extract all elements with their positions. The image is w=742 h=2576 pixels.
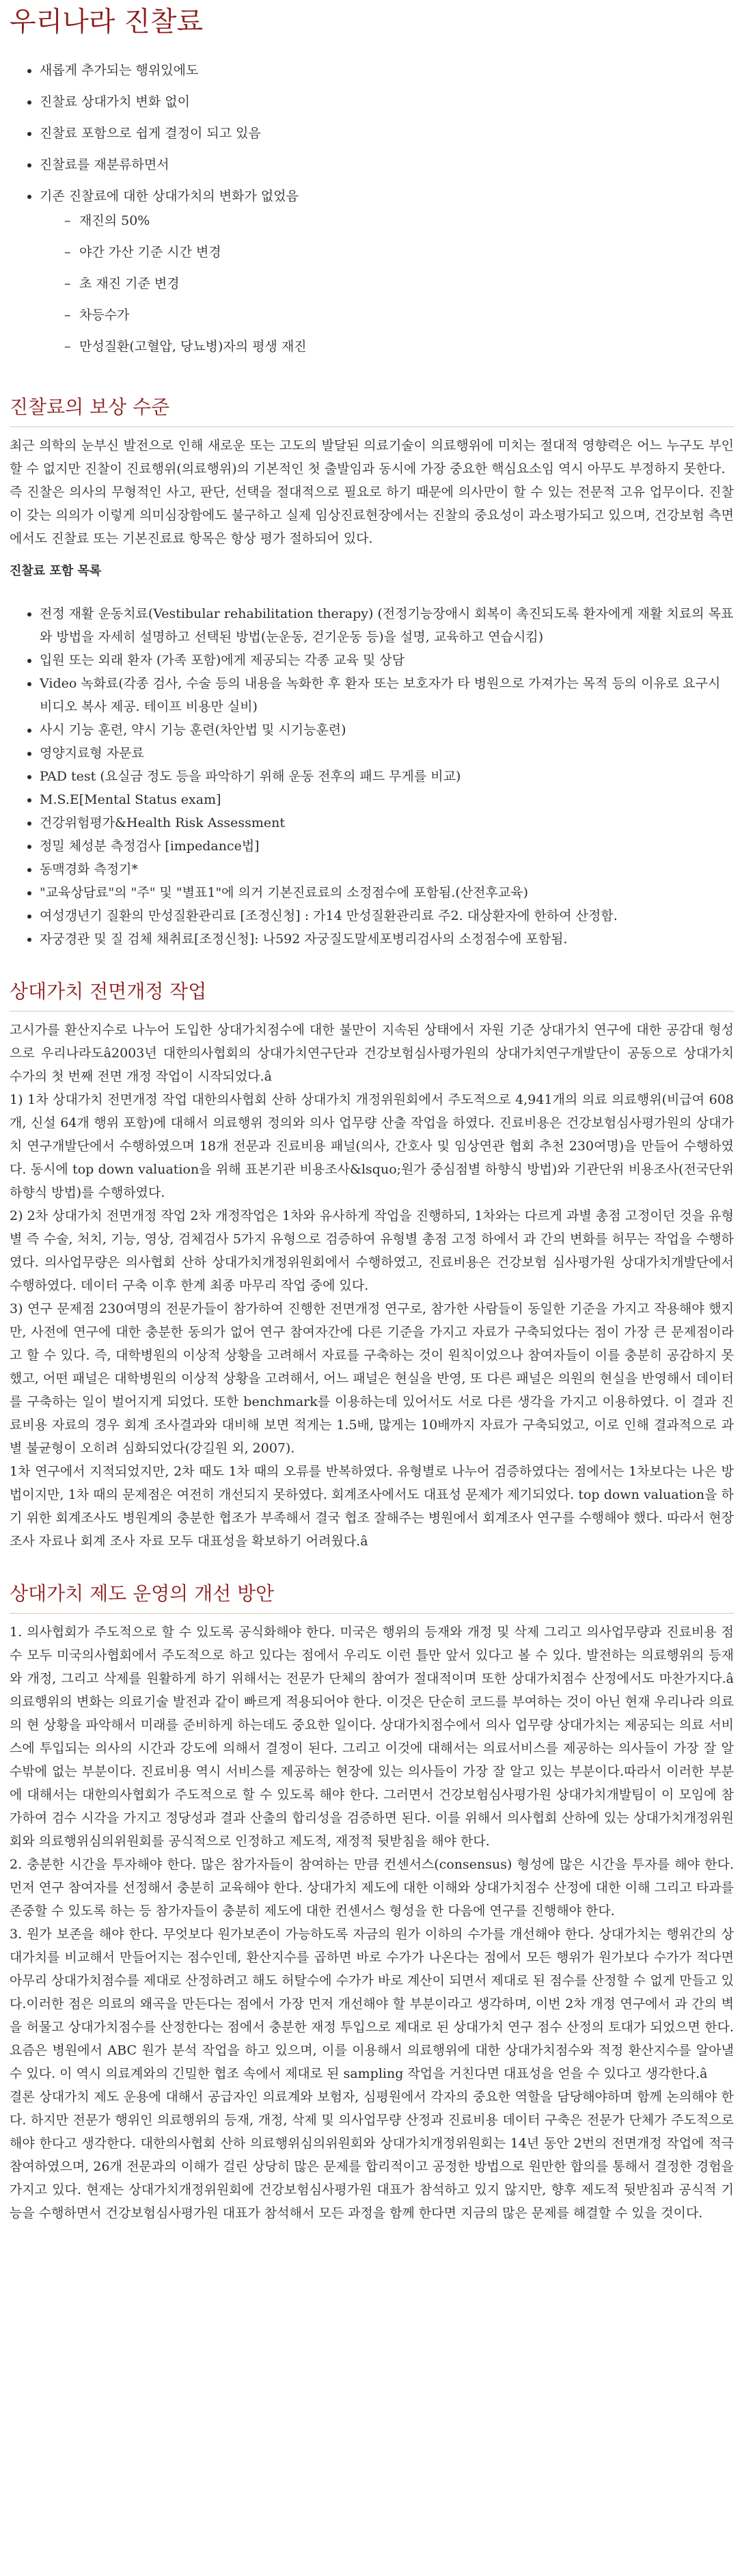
list-item: • 여성갱년기 질환의 만성질환관리료 [조정신청] : 가14 만성질환관리료 주2. 대상환자에 한하여 산정함. bbox=[40, 904, 734, 927]
list-item: • "교육상담료"의 "주" 및 "별표1"에 의거 기본진료료의 소정점수에 포함됨.(산전후교육) bbox=[40, 881, 734, 904]
page-title: 우리나라 진찰료 bbox=[10, 6, 204, 38]
section-heading-improvement: 상대가치 제도 운영의 개선 방안 bbox=[10, 1580, 734, 1614]
intro-bullet-list bbox=[10, 59, 734, 358]
list-item-text: 기존 진찰료에 대한 상대가치의 변화가 없었음 bbox=[40, 189, 299, 204]
paragraph: 최근 의학의 눈부신 발전으로 인해 새로운 또는 고도의 발달된 의료기술이 의료행위에 미치는 절대적 영향력은 어느 누구도 부인할 수 없지만 진찰이 진료행위(의료행위)의 기본적인 첫 출발임과 동시에 가장 중요한 핵심요소임 역시 아무도 부정하지 못한다. bbox=[10, 438, 734, 476]
list-item: • Video 녹화료(각종 검사, 수술 등의 내용을 녹화한 후 환자 또는 보호자가 타 병원으로 가져가는 목적 등의 이유로 요구시 비디오 복사 제공. 테이프 비용만 실비) bbox=[40, 672, 734, 718]
paragraph: 3. 원가 보존을 해야 한다. 무엇보다 원가보존이 가능하도록 자금의 원가 이하의 수가를 개선해야 한다. 상대가치는 행위간의 상대가치를 비교해서 만들어지는 점수인데, 환산지수를 곱하면 바로 수가가 나온다는 점에서 모든 행위가 원가보다 수가가 적다면 아무리 상대가치점수를 제대로 산정하려고 해도 허탈수에 수가가 바로 계산이 되면서 제대로 된 점수를 산정할 수 없게 만들고 있다.이러한 점은 의료의 왜곡을 만든다는 점에서 가장 먼저 개선해야 할 부분이라고 생각하며, 이번 2차 개정 연구에서 과 간의 벽을 허물고 상대가치점수를 산정한다는 점에서 충분한 재정 투입으로 제대로 된 상대가치 연구 점수 산정의 토대가 되었으면 한다. 요즘은 병원에서 ABC 원가 분석 작업을 하고 있으며, 이를 이용해서 의료행위에 대한 상대가치점수와 적정 환산지수를 알아낼 수 있다. 이 역시 의료계와의 긴밀한 협조 속에서 제대로 된 sampling 작업을 거친다면 대표성을 얻을 수 있다고 생각한다.â bbox=[10, 1927, 734, 2081]
list-item: • 진찰료 포함으로 쉽게 결정이 되고 있음 bbox=[40, 122, 734, 145]
list-item: • 입원 또는 외래 환자 (가족 포함)에게 제공되는 각종 교육 및 상담 bbox=[40, 649, 734, 672]
sublist-item: – 차등수가 bbox=[64, 303, 734, 327]
list-item: • 진찰료 상대가치 변화 없이 bbox=[40, 90, 734, 113]
paragraph: 1차 연구에서 지적되었지만, 2차 때도 1차 때의 오류를 반복하였다. 유형별로 나누어 검증하였다는 점에서는 1차보다는 나은 방법이지만, 1차 때의 문제점은 여전히 개선되지 못하였다. 회계조사에서도 대표성 문제가 제기되었다. top down valuation을 하기 위한 회계조사도 병원계의 충분한 협조가 부족해서 결국 협조 잘해주는 병원에서 회계조사 연구를 수행해야 했다. 따라서 현장 조사 자료나 회계 조사 자료 모두 대표성을 확보하기 어려웠다.â bbox=[10, 1464, 734, 1549]
paragraph: 1) 1차 상대가치 전면개정 작업 대한의사협회 산하 상대가치 개정위원회에서 주도적으로 4,941개의 의료 의료행위(비급여 608개, 신설 64개 행위 포함)에 대해서 의료행위 정의와 의사 업무량 산출 작업을 하였다. 진료비용은 건강보험심사평가원의 상대가치 연구개발단에서 수행하였으며 18개 전문과 진료비용 패널(의사, 간호사 및 임상연관 협회 추천 230여명)을 만들어 수행하였다. 동시에 top down valuation을 위해 표본기관 비용조사&lsquo;원가 중심점별 하향식 방법)와 기관단위 비용조사(전국단위 하향식 방법)를 수행하였다. bbox=[10, 1092, 734, 1200]
paragraph: 결론 상대가치 제도 운용에 대해서 공급자인 의료계와 보험자, 심평원에서 각자의 중요한 역할을 담당해야하며 함께 논의해야 한다. 하지만 전문가 행위인 의료행위의 등재, 개정, 삭제 및 의사업무량 산정과 진료비용 데이터 구축은 전문가 단체가 주도적으로 해야 한다고 생각한다. 대한의사협회 산하 의료행위심의위원회와 상대가치개정위원회는 14년 동안 2번의 전면개정 작업에 적극 참여하였으며, 26개 전문과의 이해가 걸린 상당히 많은 문제를 합리적이고 공정한 방법으로 원만한 합의를 통해서 결정한 경험을 가지고 있다. 현재는 상대가치개정위원회에 건강보험심사평가원 대표가 참석하고 있지 않지만, 향후 제도적 뒷받침과 공식적 기능을 수행하면서 건강보험심사평가원 대표가 참석해서 모든 과정을 함께 한다면 지금의 많은 문제를 해결할 수 있을 것이다. bbox=[10, 2089, 734, 2221]
list-item: • 동맥경화 측정기* bbox=[40, 858, 734, 881]
list-item: • 영양지료형 자문료 bbox=[40, 742, 734, 765]
list-item: • 새롭게 추가되는 행위있에도 bbox=[40, 59, 734, 82]
paragraph: 즉 진찰은 의사의 무형적인 사고, 판단, 선택을 절대적으로 필요로 하기 때문에 의사만이 할 수 있는 전문적 고유 업무이다. 진찰이 갖는 의의가 이렇게 의미심장함에도 불구하고 실제 임상진료현장에서는 진찰의 중요성이 과소평가되고 있으며, 건강보험 측면에서도 진찰료 또는 기본진료료 항목은 항상 평가 절하되어 있다. bbox=[10, 485, 734, 546]
list-item: • 진찰료를 재분류하면서 bbox=[40, 153, 734, 176]
list-item: • PAD test (요실금 정도 등을 파악하기 위해 운동 전후의 패드 무게를 비교) bbox=[40, 765, 734, 788]
sublist-item: – 야간 가산 기준 시간 변경 bbox=[64, 241, 734, 264]
intro-sublist bbox=[40, 209, 734, 358]
paragraph: 고시가를 환산지수로 나누어 도입한 상대가치점수에 대한 불만이 지속된 상태에서 자원 기준 상대가치 연구에 대한 공감대 형성으로 우리나라도â2003년 대한의사협회의 상대가치연구단과 건강보험심사평가원의 상대가치연구개발단이 공동으로 상대가치 수가의 첫 번째 전면 개정 작업이 시작되었다.â bbox=[10, 1022, 734, 1084]
included-items-list bbox=[10, 602, 734, 951]
list-item: • 사시 기능 훈련, 약시 기능 훈련(차안법 및 시기능훈련) bbox=[40, 718, 734, 742]
list-item bbox=[40, 185, 734, 358]
included-items-label: 진찰료 포함 목록 bbox=[10, 564, 102, 578]
list-item: • M.S.E[Mental Status exam] bbox=[40, 788, 734, 811]
paragraph: 1. 의사협회가 주도적으로 할 수 있도록 공식화해야 한다. 미국은 행위의 등재와 개정 및 삭제 그리고 의사업무량과 진료비용 점수 모두 미국의사협회에서 주도적으로 하고 있다는 점에서 우리도 이런 틀만 앞서 있다고 볼 수 있다. 발전하는 의료행위의 등재와 개정, 그리고 삭제를 원활하게 하기 위해서는 전문가 단체의 참여가 절대적이며 또한 상대가치점수 산정에서도 마찬가지다.â의료행위의 변화는 의료기술 발전과 같이 빠르게 적용되어야 한다. 이것은 단순히 코드를 부여하는 것이 아닌 현재 우리나라 의료의 현 상황을 파악해서 미래를 준비하게 하는데도 중요한 일이다. 상대가치점수에서 의사 업무량 상대가치는 제공되는 의료 서비스에 투입되는 의사의 시간과 강도에 의해서 결정이 된다. 그리고 이것에 대해서는 의료서비스를 제공하는 의사들이 가장 잘 알 수밖에 없는 부분이다. 진료비용 역시 서비스를 제공하는 현장에 있는 의사들이 가장 잘 알고 있는 부분이다.따라서 이러한 부분에 대해서는 대한의사협회가 주도적으로 할 수 있도록 해야 한다. 그러면서 건강보험심사평가원 상대가치개발팀이 이 모임에 참가하여 검수 시각을 가지고 정당성과 결과 산출의 합리성을 검증하면 된다. 이를 위해서 의사협회 산하에 있는 상대가치개정위원회와 의료행위심의위원회를 공식적으로 인정하고 제도적, 재정적 뒷받침을 해야 한다. bbox=[10, 1625, 734, 1849]
section-heading-compensation: 진찰료의 보상 수준 bbox=[10, 394, 734, 427]
list-item: • 자궁경관 및 질 검체 채취료[조정신청]: 나592 자궁질도말세포병리검사의 소정점수에 포함됨. bbox=[40, 927, 734, 951]
section-heading-rvs-revision: 상대가치 전면개정 작업 bbox=[10, 978, 734, 1012]
list-item: • 전정 재활 운동치료(Vestibular rehabilitation therapy) (전정기능장애시 회복이 촉진되도록 환자에게 재활 치료의 목표와 방법을 자세히 설명하고 선택된 방법(눈운동, 걷기운동 등)을 설명, 교육하고 연습시킴) bbox=[40, 602, 734, 649]
list-item: • 정밀 체성분 측정검사 [impedance법] bbox=[40, 835, 734, 858]
list-item: • 건강위험평가&Health Risk Assessment bbox=[40, 811, 734, 835]
paragraph: 2) 2차 상대가치 전면개정 작업 2차 개정작업은 1차와 유사하게 작업을 진행하되, 1차와는 다르게 과별 총점 고정이던 것을 유형별 즉 수술, 처치, 기능, 영상, 검체검사 5가지 유형으로 검증하여 유형별 총점 고정 하에서 과 간의 변화를 허무는 작업을 수행하였다. 의사업무량은 의사협회 산하 상대가치개정위원회에서 수행하였고, 진료비용은 건강보험 심사평가원 상대가치개발단에서 수행하였다. 데이터 구축 이후 한계 최종 마무리 작업 중에 있다. bbox=[10, 1208, 734, 1293]
sublist-item: – 초 재진 기준 변경 bbox=[64, 272, 734, 295]
paragraph: 2. 충분한 시간을 투자해야 한다. 많은 참가자들이 참여하는 만큼 컨센서스(consensus) 형성에 많은 시간을 투자를 해야 한다. 먼저 연구 참여자를 선정해서 충분히 교육해야 한다. 상대가치 제도에 대한 이해와 상대가치점수 산정에 대한 이해 그리고 타과를 존중할 수 있도록 하는 등 참가자들이 충분히 제도에 대한 컨센서스 형성을 한 다음에 연구를 진행해야 한다. bbox=[10, 1857, 734, 1919]
sublist-item: – 만성질환(고혈압, 당뇨병)자의 평생 재진 bbox=[64, 335, 734, 358]
paragraph: 3) 연구 문제점 230여명의 전문가들이 참가하여 진행한 전면개정 연구로, 참가한 사람들이 동일한 기준을 가지고 작용해야 했지만, 사전에 연구에 대한 충분한 동의가 없어 연구 참여자간에 다른 기준을 가지고 자료가 구축되었다는 점이 가장 큰 문제점이라고 할 수 있다. 즉, 대학병원의 이상적 상황을 고려해서 자료를 구축하는 것이 원칙이었으나 참여자들이 이를 충분히 공감하지 못했고, 어떤 패널은 대학병원의 이상적 상황을 고려해서, 어느 패널은 현실을 반영, 또 다른 패널은 의원의 현실을 반영해서 데이터를 구축하는 일이 벌어지게 되었다. 또한 benchmark를 이용하는데 있어서도 서로 다른 생각을 가지고 이용하였다. 이 결과 진료비용 자료의 경우 회계 조사결과와 대비해 보면 적게는 1.5배, 많게는 10배까지 자료가 구축되었고, 이로 인해 결과적으로 과별 불균형이 오히려 심화되었다(강길원 외, 2007). bbox=[10, 1301, 734, 1456]
sublist-item: – 재진의 50% bbox=[64, 209, 734, 232]
